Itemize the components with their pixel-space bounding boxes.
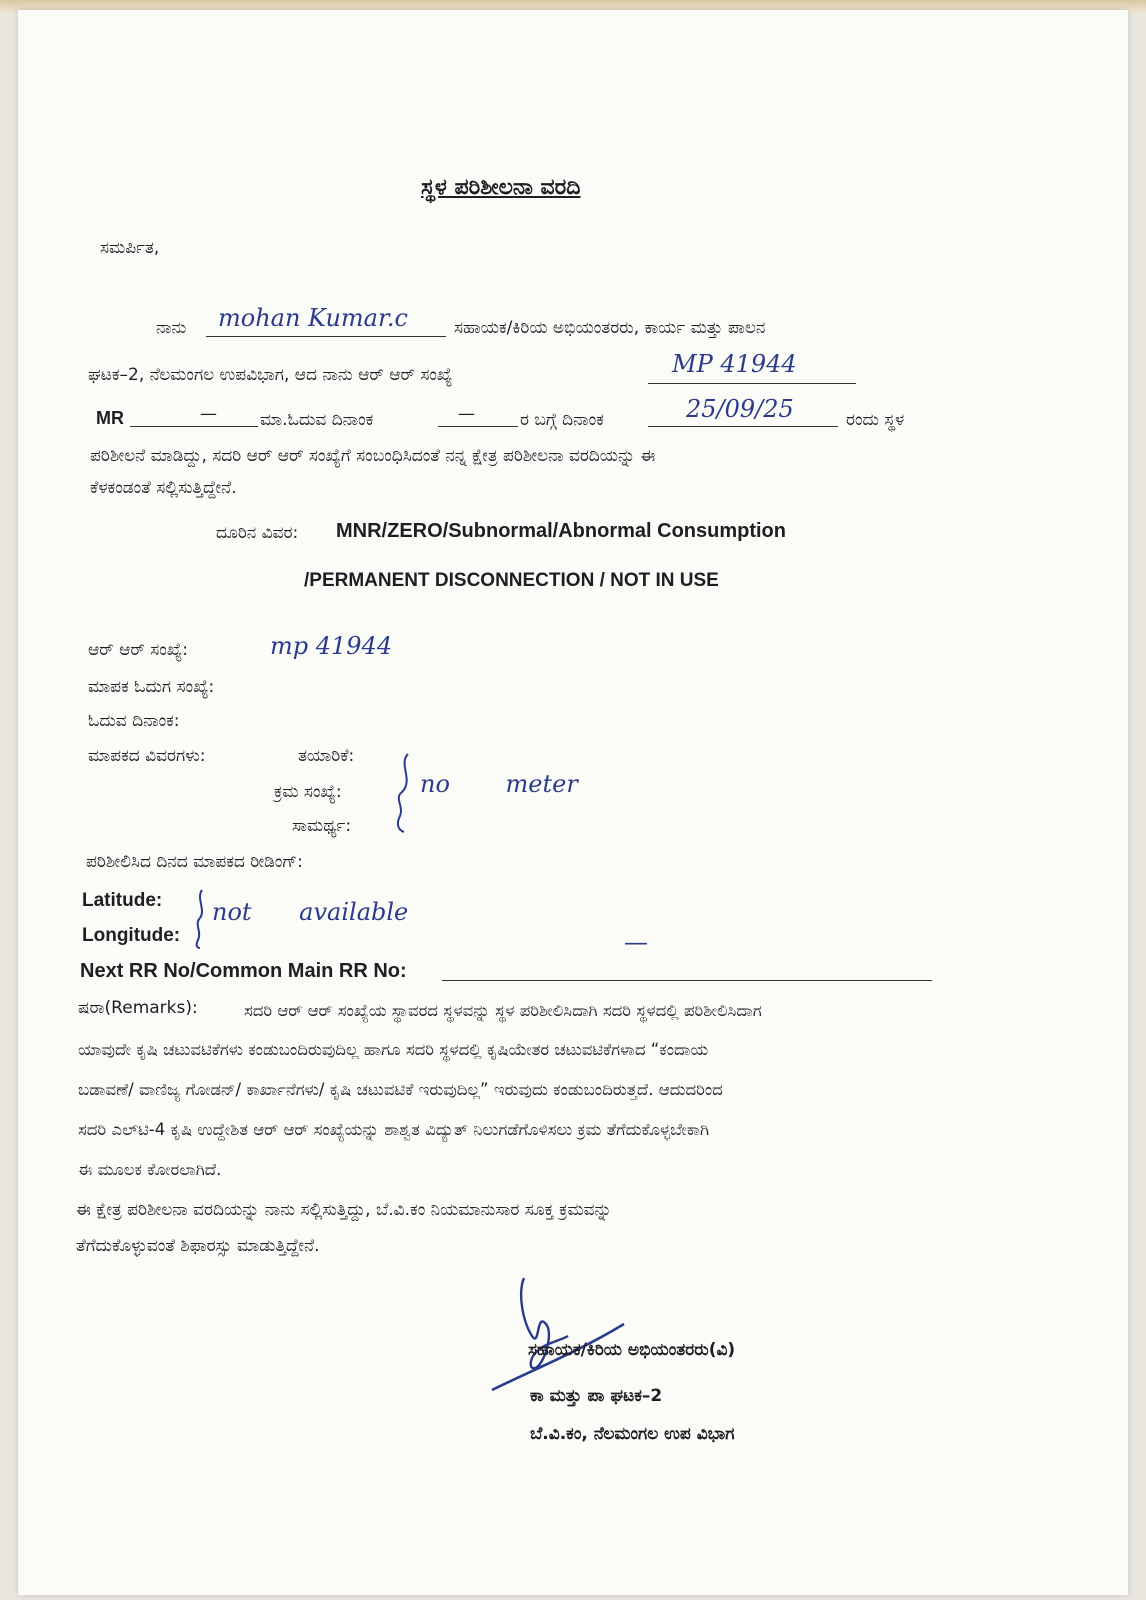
remarks-label bbox=[78, 998, 198, 1018]
para1-line3-mid2: ರ ಬಗ್ಗೆ ದಿನಾಂಕ bbox=[520, 410, 604, 430]
remarks-line1: ಸದರಿ ಆರ್ ಆರ್ ಸಂಖ್ಯೆಯ ಸ್ಥಾವರದ ಸ್ಥಳವನ್ನು ಸ್ಥಳ ಪರಿಶೀಲಿಸಿದಾಗಿ ಸದರಿ ಸ್ಥಳದಲ್ಲಿ ಪರಿಶೀಲಿಸಿದಾಗ bbox=[244, 1001, 762, 1020]
para1-line3-end: ರಂದು ಸ್ಥಳ bbox=[846, 410, 905, 430]
inspection-date-handwritten: 25/09/25 bbox=[686, 395, 794, 423]
para1-line5: ಕೆಳಕಂಡಂತೆ ಸಲ್ಲಿಸುತ್ತಿದ್ದೇನೆ. bbox=[90, 478, 237, 498]
reading-on-inspection-label: ಪರಿಶೀಲಿಸಿದ ದಿನದ ಮಾಪಕದ ರೀಡಿಂಗ್: bbox=[86, 852, 303, 872]
mr-dash: — bbox=[200, 404, 217, 424]
meter-value-handwritten: no meter bbox=[420, 770, 578, 798]
remarks-line3: ಬಡಾವಣೆ/ ವಾಣಿಜ್ಯ ಗೋಡನ್/ ಕಾರ್ಖಾನೆಗಳು/ ಕೃಷಿ ಚಟುವಟಿಕೆ ಇರುವುದಿಲ್ಲ” ಇರುವುದು ಕಂಡುಬಂದಿರುತ್ತದೆ. ಆದುದರಿಂದ bbox=[78, 1080, 723, 1099]
rr-number-handwritten: MP 41944 bbox=[672, 350, 797, 378]
para1-line2-start: ಘಟಕ–2, ನೆಲಮಂಗಲ ಉಪವಿಭಾಗ, ಆದ ನಾನು ಆರ್ ಆರ್ ಸಂಖ್ಯೆ bbox=[88, 365, 453, 385]
meter-details-label: ಮಾಪಕದ ವಿವರಗಳು: bbox=[88, 746, 206, 766]
name-underline bbox=[206, 336, 446, 337]
read-date-label: ಓದುವ ದಿನಾಂಕ: bbox=[88, 711, 180, 731]
document-page bbox=[18, 10, 1128, 1595]
mr-label: MR bbox=[96, 408, 124, 428]
meter-reader-number-label: ಮಾಪಕ ಓದುಗ ಸಂಖ್ಯೆ: bbox=[88, 677, 215, 697]
salutation: ಸಮರ್ಪಿತ, bbox=[100, 238, 160, 258]
next-rr-underline bbox=[442, 980, 932, 981]
rr-number-label: ಆರ್ ಆರ್ ಸಂಖ್ಯೆ: bbox=[88, 640, 188, 660]
complaint-label: ದೂರಿನ ವಿವರ: bbox=[216, 523, 299, 543]
para1-line1-end: ಸಹಾಯಕ/ಕಿರಿಯ ಅಭಿಯಂತರರು, ಕಾರ್ಯ ಮತ್ತು ಪಾಲನ bbox=[454, 318, 766, 338]
mr-underline bbox=[130, 426, 258, 427]
remarks-line2: ಯಾವುದೇ ಕೃಷಿ ಚಟುವಟಿಕೆಗಳು ಕಂಡುಬಂದಿರುವುದಿಲ್ಲ ಹಾಗೂ ಸದರಿ ಸ್ಥಳದಲ್ಲಿ ಕೃಷಿಯೇತರ ಚಟುವಟಿಕೆಗಳಾದ “ಕಂದಾಯ bbox=[78, 1040, 709, 1059]
rr-number-value-handwritten: mp 41944 bbox=[270, 632, 393, 660]
latlong-brace-mark bbox=[190, 888, 212, 950]
signature-unit: ಕಾ ಮತ್ತು ಪಾ ಘಟಕ–2 bbox=[530, 1386, 663, 1406]
read-date-underline bbox=[438, 426, 518, 427]
capacity-label: ಸಾಮರ್ಥ್ಯ: bbox=[292, 816, 352, 836]
closing-line1: ಈ ಕ್ಷೇತ್ರ ಪರಿಶೀಲನಾ ವರದಿಯನ್ನು ನಾನು ಸಲ್ಲಿಸುತ್ತಿದ್ದು, ಬೆ.ವಿ.ಕಂ ನಿಯಮಾನುಸಾರ ಸೂಕ್ತ ಕ್ರಮವನ್ನು bbox=[76, 1200, 612, 1220]
para1-line3-mid: ಮಾ.ಓದುವ ದಿನಾಂಕ bbox=[260, 410, 374, 430]
rr-underline bbox=[648, 383, 856, 384]
longitude-label: Longitude: bbox=[82, 925, 181, 946]
officer-name-handwritten: mohan Kumar.c bbox=[218, 304, 408, 332]
serial-number-label: ಕ್ರಮ ಸಂಖ್ಯೆ: bbox=[274, 782, 342, 802]
remarks-line4: ಸದರಿ ಎಲ್‌ಟಿ-4 ಕೃಷಿ ಉದ್ದೇಶಿತ ಆರ್ ಆರ್ ಸಂಖ್ಯೆಯನ್ನು ಶಾಶ್ವತ ವಿದ್ಯುತ್ ನಿಲುಗಡೆಗೊಳಿಸಲು ಕ್ರಮ ತೆಗೆದುಕೊಳ್ಳಬೇಕಾಗಿ bbox=[78, 1120, 710, 1139]
remarks-line5: ಈ ಮೂಲಕ ಕೋರಲಾಗಿದೆ. bbox=[78, 1160, 222, 1179]
document-title: ಸ್ಥಳ ಪರಿಶೀಲನಾ ವರದಿ bbox=[421, 175, 581, 200]
next-rr-value-handwritten: — bbox=[624, 928, 648, 956]
complaint-types-line2: /PERMANENT DISCONNECTION / NOT IN USE bbox=[304, 570, 719, 591]
next-rr-label: Next RR No/Common Main RR No: bbox=[80, 960, 407, 982]
complaint-types: MNR/ZERO/Subnormal/Abnormal Consumption bbox=[336, 520, 786, 542]
para1-line1-start: ನಾನು bbox=[156, 318, 187, 338]
signature-designation: ಸಹಾಯಕ/ಕಿರಿಯ ಅಭಿಯಂತರರು(ವಿ) bbox=[528, 1340, 736, 1360]
make-label: ತಯಾರಿಕೆ: bbox=[298, 746, 355, 766]
inspection-date-underline bbox=[648, 426, 838, 427]
signature-subdivision: ಬೆ.ವಿ.ಕಂ, ನೆಲಮಂಗಲ ಉಪ ವಿಭಾಗ bbox=[530, 1424, 735, 1444]
latitude-label: Latitude: bbox=[82, 890, 163, 911]
remarks-label-text: ಷರಾ(Remarks): bbox=[78, 998, 198, 1018]
read-date-dash: — bbox=[458, 404, 475, 424]
closing-line2: ತೆಗೆದುಕೊಳ್ಳುವಂತೆ ಶಿಫಾರಸ್ಸು ಮಾಡುತ್ತಿದ್ದೇನೆ. bbox=[76, 1236, 320, 1256]
para1-line4: ಪರಿಶೀಲನೆ ಮಾಡಿದ್ದು, ಸದರಿ ಆರ್ ಆರ್ ಸಂಖ್ಯೆಗೆ ಸಂಬಂಧಿಸಿದಂತೆ ನನ್ನ ಕ್ಷೇತ್ರ ಪರಿಶೀಲನಾ ವರದಿಯನ್ನು ಈ bbox=[90, 446, 656, 466]
latlong-value-handwritten: not available bbox=[212, 898, 409, 926]
meter-brace-mark bbox=[390, 752, 420, 834]
